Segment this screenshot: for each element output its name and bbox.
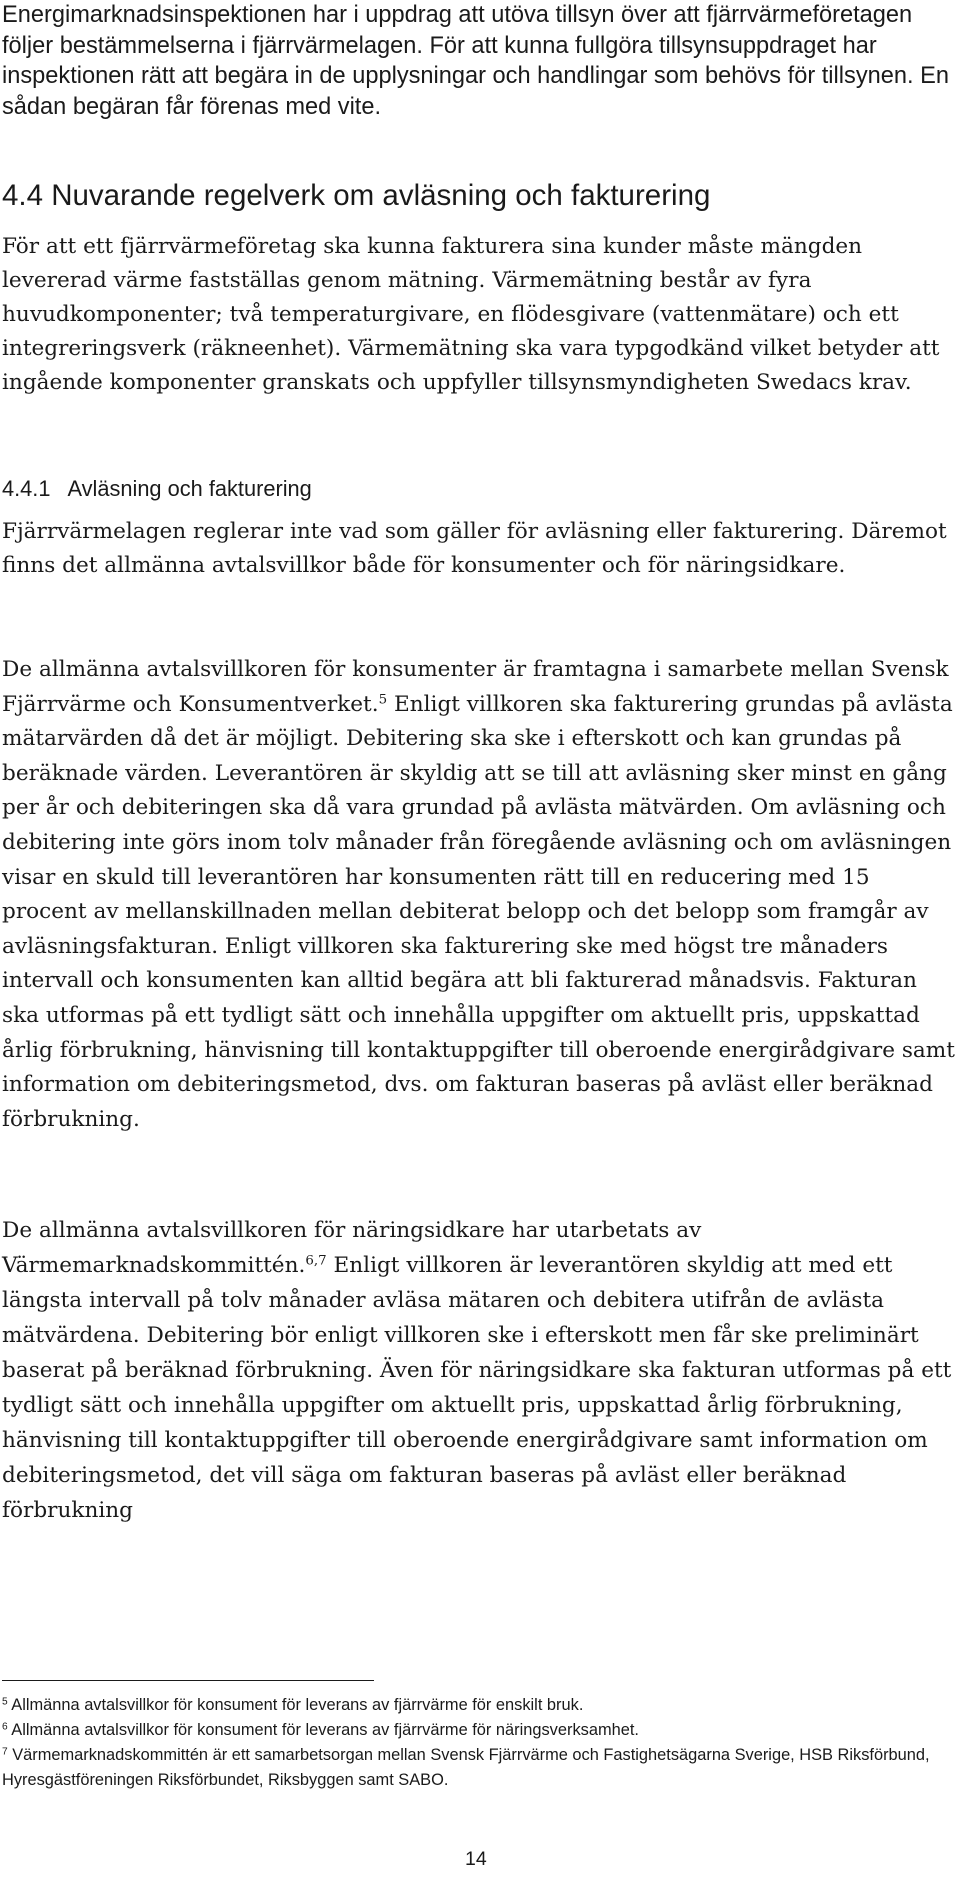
footnote (2, 1743, 957, 1793)
footnote-reference-6-7: 6,7 (305, 1253, 327, 1269)
subsection-paragraph-1: Fjärrvärmelagen reglerar inte vad som gäller för avläsning eller fakturering. Däremot finns det allmänna avtalsvillkor både för konsumenter och för näringsidkare. (2, 519, 947, 578)
paragraph-3-text-after: Enligt villkoren är leverantören skyldig att med ett längsta intervall på tolv månader avläsa mätaren och debitera utifrån de avlästa mätvärdena. Debitering bör enligt villkoren ske i efterskott men får ske preliminärt baserat på beräknad förbrukning. Även för näringsidkare ska fakturan utformas på ett tydligt sätt och innehålla uppgifter om aktuellt pris, uppskattad årlig förbrukning, hänvisning till kontaktuppgifter till oberoende energirådgivare samt information om debiteringsmetod, det vill säga om fakturan baseras på avläst eller beräknad förbrukning (2, 1253, 952, 1523)
footnote-number: 7 (2, 1746, 8, 1758)
footnote-text: Värmemarknadskommittén är ett samarbetsorgan mellan Svensk Fjärrvärme och Fastighetsägarna Sverige, HSB Riksförbund, Hyresgästföreningen Riksförbundet, Riksbyggen samt SABO. (2, 1746, 930, 1789)
footnotes (2, 1693, 957, 1793)
paragraph-2-text-after: Enligt villkoren ska fakturering grundas på avlästa mätarvärden då det är möjligt. Debitering ska ske i efterskott och kan grundas på beräknade värden. Leverantören är skyldig att se till att avläsning sker minst en gång per år och debiteringen ska då vara grundad på avlästa mätvärden. Om avläsning och debitering inte görs inom tolv månader från föregående avläsning och om avläsningen visar en skuld till leverantören har konsumenten rätt till en reducering med 15 procent av mellanskillnaden mellan debiterat belopp och det belopp som framgår av avläsningsfakturan. Enligt villkoren ska fakturering ske med högst tre månaders intervall och konsumenten kan alltid begära att bli fakturerad månadsvis. Fakturan ska utformas på ett tydligt sätt och innehålla uppgifter om aktuellt pris, uppskattad årlig förbrukning, hänvisning till kontaktuppgifter till oberoende energirådgivare samt information om debiteringsmetod, dvs. om fakturan baseras på avläst eller beräknad förbrukning. (2, 691, 955, 1132)
subsection-heading-text: 4.4.1 Avläsning och fakturering (2, 476, 312, 501)
footnote (2, 1718, 957, 1743)
footnote-number: 5 (2, 1696, 8, 1708)
footnote-reference-5: 5 (378, 692, 388, 708)
footnote-separator (2, 1680, 374, 1681)
intro-paragraph: Energimarknadsinspektionen har i uppdrag att utöva tillsyn över att fjärrvärmeföretagen följer bestämmelserna i fjärrvärmelagen. För att kunna fullgöra tillsynsuppdraget har inspektionen rätt att begära in de upplysningar och handlingar som behövs för tillsynen. En sådan begäran får förenas med vite. (2, 2, 949, 120)
paragraph-3-text-before: De allmänna avtalsvillkoren för näringsidkare har utarbetats av Värmemarknadskommittén. (2, 1218, 702, 1278)
subsection-heading (2, 474, 957, 504)
footnote-text: Allmänna avtalsvillkor för konsument för leverans av fjärrvärme för enskilt bruk. (7, 1696, 584, 1714)
section-paragraph: För att ett fjärrvärmeföretag ska kunna fakturera sina kunder måste mängden levererad värme fastställas genom mätning. Värmemätning består av fyra huvudkomponenter; två temperaturgivare, en flödesgivare (vattenmätare) och ett integreringsverk (räkneenhet). Värmemätning ska vara typgodkänd vilket betyder att ingående komponenter granskats och uppfyller tillsynsmyndigheten Swedacs krav. (2, 234, 940, 395)
subsection-paragraph-2 (2, 653, 957, 1137)
footnote-number: 6 (2, 1721, 8, 1733)
subsection-paragraph-3 (2, 1213, 957, 1528)
footnote (2, 1693, 957, 1718)
page-number: 14 (465, 1848, 487, 1870)
section-heading: 4.4 Nuvarande regelverk om avläsning och fakturering (2, 179, 711, 212)
paragraph-2-text-before: De allmänna avtalsvillkoren för konsumenter är framtagna i samarbete mellan Svensk Fjärrvärme och Konsumentverket. (2, 657, 949, 717)
footnote-text: Allmänna avtalsvillkor för konsument för leverans av fjärrvärme för näringsverksamhet. (7, 1721, 639, 1739)
